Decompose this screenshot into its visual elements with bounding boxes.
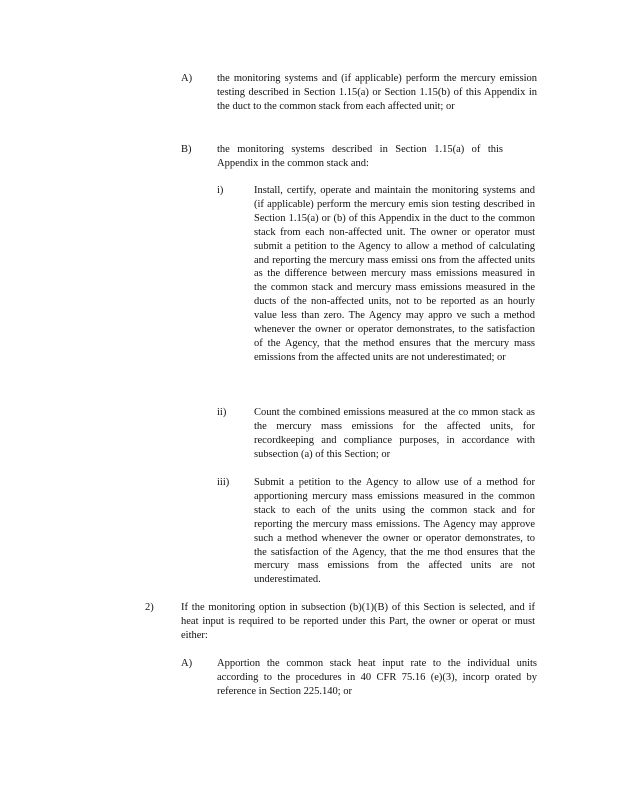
item-2-label: 2): [145, 602, 154, 613]
item-ii-text: Count the combined emissions measured at the co mmon stack as the mercury mass emissions for the affected units, for recordkeeping and compliance purposes, in accordance with subsection (a) of this Section; or: [254, 407, 535, 460]
item-b1-label: B): [181, 144, 192, 155]
item-a2-label: A): [181, 658, 193, 669]
item-iii-label: iii): [217, 477, 230, 488]
item-i-text: Install, certify, operate and maintain the monitoring systems and (if applicable) perform the mercury emis sion testing described in Section 1.15(a) or (b) of this Appendix in the duct to the common stack from each non-affected unit. The owner or operator must submit a petition to the Agency to allow a method of calculating and reporting the mercury mass emissi ons from the affected units as the difference between mercury mass emissions measured in the common stack and mercury mass emissions measured in the ducts of the non-affected units, not to be reported as an hourly value less than zero. The Agency may appro ve such a method whenever the owner or operator demonstrates, to the satisfaction of the Agency, that the method ensures that the mercury mass emissions from the affected units are not underestimated; or: [254, 185, 535, 363]
item-ii-label: ii): [217, 407, 227, 418]
item-i-label: i): [217, 185, 224, 196]
item-b1-text: the monitoring systems described in Section 1.15(a) of this Appendix in the common stack and:: [217, 144, 503, 169]
item-a1-label: A): [181, 73, 193, 84]
item-a2-text: Apportion the common stack heat input rate to the individual units according to the procedures in 40 CFR 75.16 (e)(3), incorp orated by reference in Section 225.140; or: [217, 658, 537, 697]
item-iii-text: Submit a petition to the Agency to allow use of a method for apportioning mercury mass emissions measured in the common stack to each of the units using the common stack and for reporting the mercury mass emissions. The Agency may approve such a method whenever the owner or operator demonstrates, to the satisfaction of the Agency, that the me thod ensures that the mercury mass emissions from the affected units are not underestimated.: [254, 477, 535, 586]
item-2-text: If the monitoring option in subsection (b)(1)(B) of this Section is selected, and if heat input is required to be reported under this Part, the owner or operat or must either:: [181, 602, 535, 641]
item-a1-text: the monitoring systems and (if applicable) perform the mercury emission testing described in Section 1.15(a) or Section 1.15(b) of this Appendix in the duct to the common stack from each affected unit; or: [217, 73, 537, 112]
